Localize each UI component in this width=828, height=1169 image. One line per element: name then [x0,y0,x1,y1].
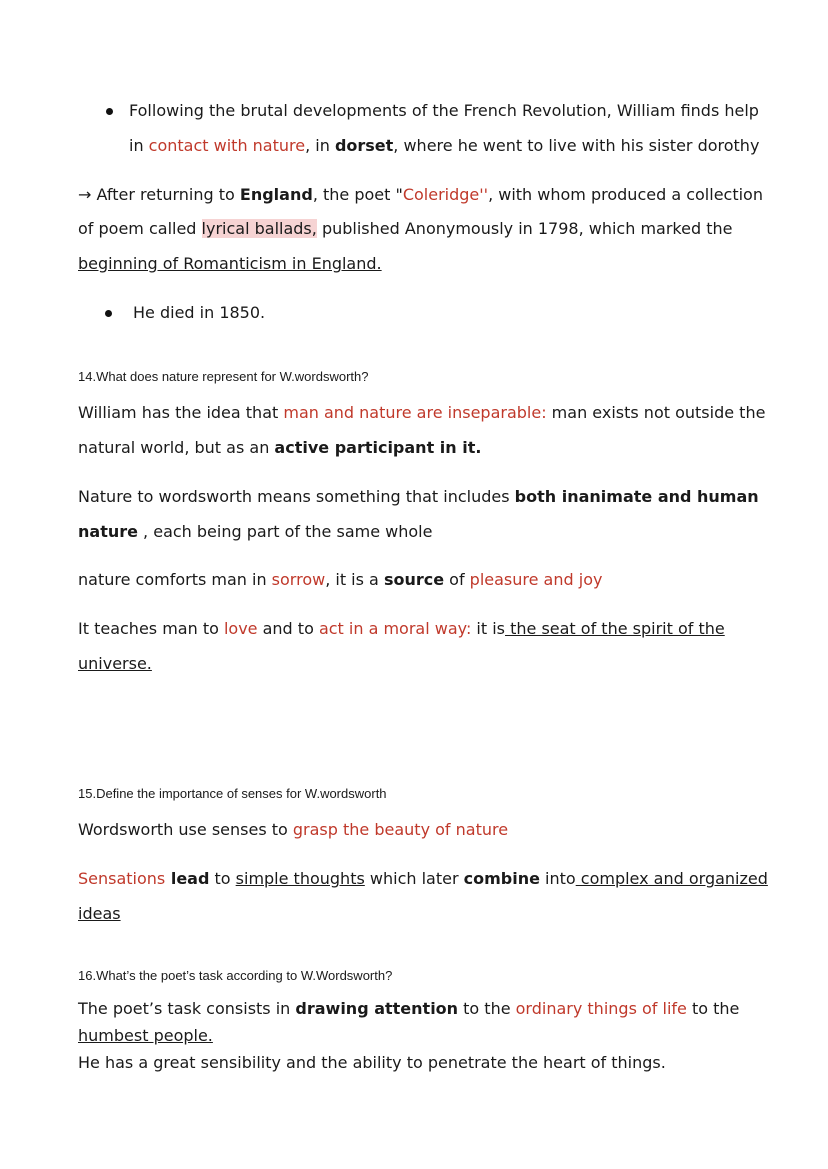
bold-text: dorset [334,136,394,155]
text: it is [471,619,506,638]
bullet-icon [106,108,113,115]
bold-text: active participant in it. [274,438,482,457]
text: of poem called [78,219,202,238]
text: in [129,136,149,155]
text: , where he went to live with his sister dorothy [393,136,760,155]
bold-text: nature [78,522,138,541]
question-heading: 14.What does nature represent for W.wordsworth? [78,369,369,384]
highlight-text: man and nature are inseparable: [283,403,547,422]
text: man exists not outside the [546,403,766,422]
paragraph-line [78,868,768,890]
bold-text: drawing attention [295,999,459,1018]
text: to [209,869,236,888]
text: natural world, but as an [78,438,275,457]
paragraph-line [78,653,152,675]
highlight-text: grasp the beauty of nature [292,820,509,839]
question-heading: 15.Define the importance of senses for W.wordsworth [78,786,387,801]
bold-text: lead [165,869,210,888]
text: , in [305,136,335,155]
text: to the [686,999,740,1018]
bold-text: both inanimate and human [514,487,759,506]
text: which later [364,869,464,888]
text: , with whom produced a collection [488,185,763,204]
text: He has a great sensibility and the ability to penetrate the heart of things. [78,1053,666,1072]
paragraph-line [129,100,759,122]
underlined-text: complex and organized [575,869,768,888]
text: , each being part of the same whole [137,522,433,541]
text: The poet’s task consists in [78,999,296,1018]
paragraph-line [78,521,432,543]
underlined-text: the seat of the spirit of the [505,619,725,638]
paragraph-line [78,1025,213,1047]
text: Nature to wordsworth means something that includes [78,487,515,506]
paragraph-line [78,998,739,1020]
bold-text: source [383,570,445,589]
text: , the poet " [312,185,403,204]
text: It teaches man to [78,619,224,638]
highlight-text: sorrow [271,570,326,589]
paragraph-line [78,402,765,424]
highlight-text: ordinary things of life [515,999,687,1018]
paragraph-line [133,302,265,324]
highlight-text: Sensations [78,869,166,888]
underlined-text: humbest people. [78,1026,213,1045]
underlined-text: simple thoughts [235,869,365,888]
text: nature comforts man in [78,570,272,589]
underlined-text: beginning of Romanticism in England. [78,254,382,273]
text: of [444,570,470,589]
text: and to [257,619,319,638]
text: Following the brutal developments of the French Revolution, William finds help [129,101,759,120]
paragraph-line [78,1052,666,1074]
paragraph-line [78,184,763,206]
paragraph-line [78,569,602,591]
bold-text: combine [463,869,540,888]
paragraph-line [78,218,732,240]
bullet-icon [105,310,112,317]
paragraph-line [78,437,481,459]
highlight-text: contact with nature [148,136,306,155]
paragraph-line [129,135,759,157]
text: , it is a [325,570,384,589]
highlight-text: love [223,619,258,638]
paragraph-line [78,903,121,925]
question-heading: 16.What’s the poet’s task according to W.Wordsworth? [78,968,393,983]
text: He died in 1850. [133,303,266,322]
highlight-text: lyrical ballads, [201,219,317,238]
text: Wordsworth use senses to [78,820,293,839]
paragraph-line [78,253,382,275]
highlight-text: act in a moral way: [318,619,472,638]
text: into [539,869,576,888]
underlined-text: ideas [78,904,121,923]
text: published Anonymously in 1798, which marked the [316,219,733,238]
paragraph-line [78,486,759,508]
highlight-text: pleasure and joy [469,570,603,589]
text: to the [458,999,516,1018]
highlight-text: Coleridge'' [402,185,489,204]
text: William has the idea that [78,403,284,422]
paragraph-line [78,618,725,640]
paragraph-line [78,819,508,841]
text: → After returning to [78,185,240,204]
bold-text: England [239,185,313,204]
underlined-text: universe. [78,654,152,673]
